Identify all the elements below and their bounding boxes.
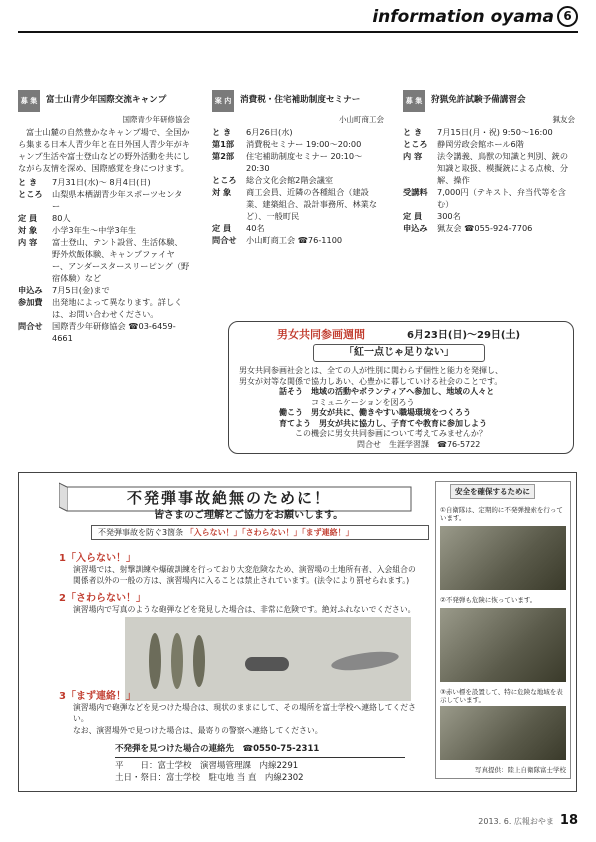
info-label: 問合せ <box>212 235 237 245</box>
article-org: 小山町商工会 <box>339 115 384 124</box>
info-label: 申込み <box>403 223 428 233</box>
article-title: 富士山青少年国際交流キャンプ <box>46 95 167 105</box>
info-value: 総合文化会館2階会議室 <box>246 175 334 185</box>
contact-heading: 不発弾を見つけた場合の連絡先 ☎0550-75-2311 <box>115 744 320 754</box>
info-row <box>212 126 384 138</box>
info-row <box>18 296 190 320</box>
info-label: 受講料 <box>403 187 428 197</box>
ordnance-contact <box>115 743 405 784</box>
contact-divider <box>115 757 405 758</box>
article-title: 狩猟免許試験予備講習会 <box>431 95 526 105</box>
info-label: 第2部 <box>212 151 235 161</box>
info-row <box>212 150 384 174</box>
info-value: 猟友会 ☎055-924-7706 <box>437 223 533 233</box>
shell-icons <box>125 617 411 701</box>
category-tag: 募 集 <box>403 90 425 112</box>
article-hunting <box>403 90 575 234</box>
rule-3-heading: 3「まず連絡！」 <box>59 691 136 702</box>
info-row <box>403 222 575 234</box>
info-label: 第1部 <box>212 139 235 149</box>
info-row <box>18 236 190 284</box>
ordnance-title: 不発弾事故絶無のために！ <box>127 489 332 507</box>
info-row <box>18 176 190 188</box>
info-label: と き <box>212 127 232 137</box>
info-label: 内 容 <box>403 151 423 161</box>
body-line: 話そう 地域の活動やボランティアへ参加し、地域の人々と <box>279 387 495 396</box>
safety-photo-1 <box>440 526 566 590</box>
info-value: 300名 <box>437 211 461 221</box>
rule-3-text-2: なお、演習場外で見つけた場合は、最寄りの警察へ連絡してください。 <box>73 726 323 735</box>
info-label: 対 象 <box>212 187 232 197</box>
page-number-badge: 6 <box>557 6 578 27</box>
footer-issue: 2013. 6. 広報おやま <box>478 817 554 826</box>
contact-line: 問合せ 生涯学習課 ☎76-5722 <box>357 439 481 449</box>
article-seminar-header <box>212 90 384 124</box>
info-value: 7月15日(月・祝) 9:50～16:00 <box>437 127 553 137</box>
info-label: 対 象 <box>18 225 38 235</box>
safety-sidebar <box>435 481 571 779</box>
info-row <box>212 174 384 186</box>
article-title: 消費税・住宅補助制度セミナー <box>240 95 361 105</box>
info-row <box>212 234 384 246</box>
rule-1-heading: 1「入らない！」 <box>59 553 136 564</box>
safety-caption-3: ③赤い標を設置して、特に危険な地域を表示しています。 <box>440 688 563 704</box>
body-line: この機会に男女共同参画について考えてみませんか？ <box>295 429 487 438</box>
rule-3-text-1: 演習場内で砲弾などを見つけた場合は、現状のままにして、その場所を富士学校へ連絡してください。 <box>73 703 416 723</box>
article-camp-header <box>18 90 190 124</box>
info-value: 7,000円（テキスト、弁当代等を含む） <box>437 187 566 209</box>
info-row <box>403 186 575 210</box>
rule-2-heading: 2「さわらない！」 <box>59 593 146 604</box>
three-rules-box <box>91 525 429 540</box>
info-label: 定 員 <box>18 213 38 223</box>
info-value: 山梨県本栖湖青少年スポーツセンター <box>52 189 183 211</box>
info-value: 80人 <box>52 213 71 223</box>
article-intro: 富士山麓の自然豊かなキャンプ場で、全国から集まる日本人青少年と在日外国人青少年がキャンプ生活や富士登山などの野外活動を共にしながら友情を深め、国際感覚を身につけます。 <box>18 127 190 173</box>
body-line: 男女が対等な関係で協力しあい、心豊かに暮していける社会のことです。 <box>239 376 503 386</box>
info-value: 商工会員、近隣の各種組合（建設業、建築組合、設計事務所、林業など）、一般町民 <box>246 187 378 221</box>
category-tag: 募 集 <box>18 90 40 112</box>
article-seminar <box>212 90 384 246</box>
safety-photo-2 <box>440 608 566 682</box>
ordnance-notice <box>18 472 577 792</box>
info-label: 申込み <box>18 285 43 295</box>
safety-sidebar-title: 安全を確保するために <box>450 484 535 499</box>
ordnance-subtitle: 皆さまのご理解とご協力をお願いします。 <box>154 510 344 521</box>
gender-equality-box <box>228 321 574 454</box>
info-value: 40名 <box>246 223 265 233</box>
body-line: 働こう 男女が共に、働きやすい職場環境をつくろう <box>279 408 471 417</box>
info-value: 静岡労政会館ホール6階 <box>437 139 524 149</box>
rules-prefix: 不発弾事故を防ぐ3箇条 <box>98 528 184 537</box>
rules-items: 「入らない！」「さわらない！」「まず連絡！」 <box>185 528 354 537</box>
gender-equality-slogan: 「紅一点じゃ足りない」 <box>313 344 485 362</box>
body-line: 育てよう 男女が共に協力し、子育てや教育に参加しよう <box>279 418 487 428</box>
info-label: 参加費 <box>18 297 43 307</box>
safety-caption-2: ②不発弾も危険に恢っています。 <box>440 596 537 604</box>
info-label: 問合せ <box>18 321 43 331</box>
info-row <box>403 126 575 138</box>
info-label: ところ <box>403 139 428 149</box>
info-value: 7月31日(水)～ 8月4日(日) <box>52 177 151 187</box>
ordnance-photo <box>125 617 411 701</box>
rule-2-text: 演習場内で写真のような砲弾などを発見した場合は、非常に危険です。絶対ふれないでください。 <box>73 605 416 614</box>
footer-page-number: 18 <box>559 813 578 828</box>
rule-1-text: 演習場では、射撃訓練や爆破訓練を行っており大変危険なため、演習場の土地所有者、入会組合の関係者以外の一般の方は、演習場内に入ることは禁止されています。(法令により罰せられます。) <box>73 565 416 585</box>
info-value: 小学3年生～中学3年生 <box>52 225 137 235</box>
body-line: 男女共同参画社会とは、全ての人が性別に関わらず個性と能力を発揮し、 <box>239 366 503 375</box>
info-row <box>18 320 190 344</box>
category-tag: 案 内 <box>212 90 234 112</box>
info-value: 富士登山、テント設営、生活体験、野外炊飯体験、キャンプファイヤー、アンダースタースリーピング（野宿体験）など <box>52 237 190 283</box>
info-value: 6月26日(水) <box>246 127 293 137</box>
info-value: 出発地によって異なります。詳しくは、お問い合わせください。 <box>52 297 183 319</box>
photo-credit: 写真提供：陸上自衛隊富士学校 <box>475 766 566 774</box>
info-label: 内 容 <box>18 237 38 247</box>
gender-equality-date: 6月23日(日)～29日(土) <box>407 330 521 341</box>
info-value: 消費税セミナー 19:00～20:00 <box>246 139 362 149</box>
info-row <box>18 212 190 224</box>
info-value: 住宅補助制度セミナー 20:10～20:30 <box>246 151 363 173</box>
info-row <box>212 138 384 150</box>
info-value: 法令講義、鳥獣の知識と判別、銃の知識と取扱、模擬銃による点検、分解、操作 <box>437 151 569 185</box>
safety-caption-1: ①自衛隊は、定期的に不発弾捜索を行っています。 <box>440 506 563 522</box>
contact-weekday: 平 日：富士学校 演習場管理課 内線2291 <box>115 761 299 771</box>
info-row <box>18 224 190 236</box>
article-org: 猟友会 <box>552 115 575 124</box>
info-row <box>18 284 190 296</box>
info-row <box>403 138 575 150</box>
info-row <box>403 150 575 186</box>
gender-equality-body <box>239 366 565 450</box>
info-row <box>403 210 575 222</box>
info-label: ところ <box>18 189 43 199</box>
info-row <box>18 188 190 212</box>
gender-equality-title: 男女共同参画週間 <box>277 328 365 341</box>
info-label: と き <box>403 127 423 137</box>
info-label: ところ <box>212 175 237 185</box>
body-line: コミュニケーションを図ろう <box>279 397 415 407</box>
safety-photo-3 <box>440 706 566 760</box>
article-camp <box>18 90 190 344</box>
article-hunting-header <box>403 90 575 124</box>
header-rule <box>18 31 578 33</box>
contact-weekend: 土日・祭日：富士学校 駐屯地 当 直 内線2302 <box>115 773 304 783</box>
info-row <box>212 186 384 222</box>
info-label: と き <box>18 177 38 187</box>
info-label: 定 員 <box>403 211 423 221</box>
article-org: 国際青少年研修協会 <box>122 115 190 124</box>
info-value: 国際青少年研修協会 ☎03-6459-4661 <box>52 321 176 343</box>
page-header-title: information oyama 6 <box>372 6 578 27</box>
info-row <box>212 222 384 234</box>
info-label: 定 員 <box>212 223 232 233</box>
page-footer <box>478 813 578 828</box>
info-value: 7月5日(金)まで <box>52 285 110 295</box>
info-value: 小山町商工会 ☎76-1100 <box>246 235 343 245</box>
